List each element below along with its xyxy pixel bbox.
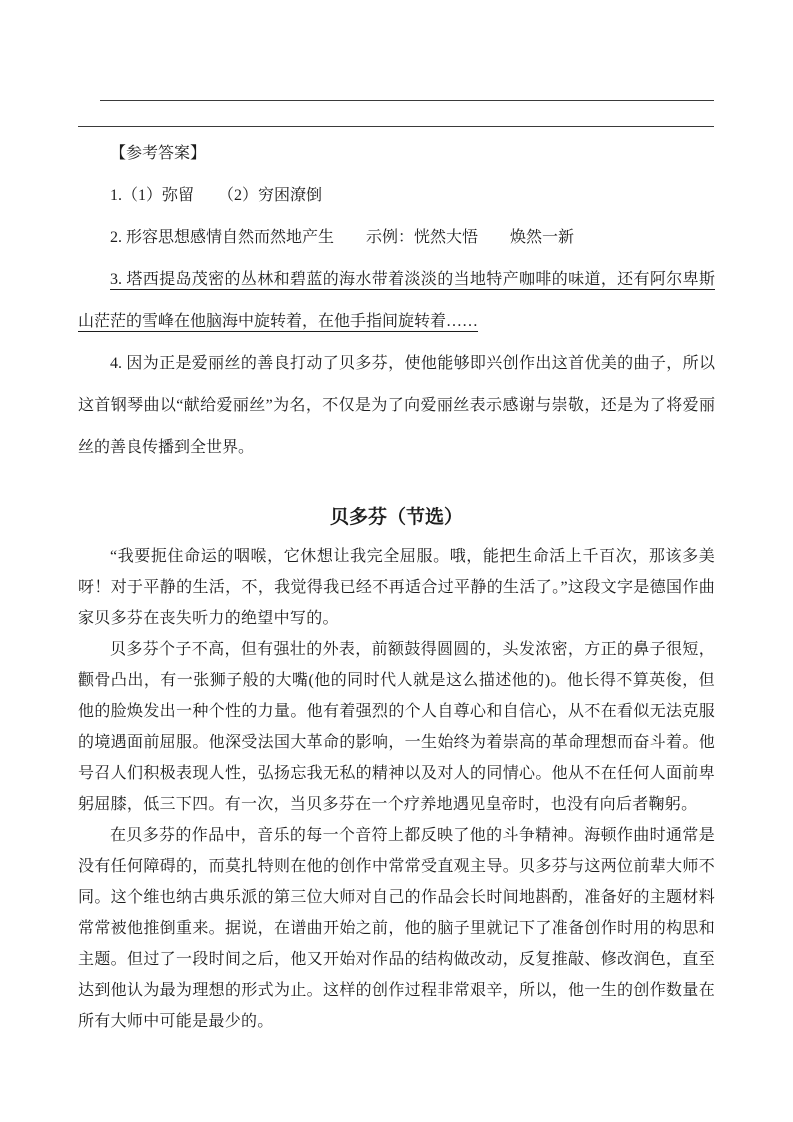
passage-paragraph-1: “我要扼住命运的咽喉，它休想让我完全屈服。哦，能把生命活上千百次，那该多美呀！对于平静的生活，不，我觉得我已经不再适合过平静的生活了。”这段文字是德国作曲家贝多芬在丧失听力的绝望中写的。: [78, 548, 715, 627]
header-rule-bottom: [78, 126, 714, 127]
answers-section: [78, 133, 715, 469]
passage-title: 贝多芬（节选）: [329, 507, 463, 528]
header-rule-top: [100, 100, 714, 101]
passage-paragraph-2: 贝多芬个子不高，但有强壮的外表，前额鼓得圆圆的，头发浓密，方正的鼻子很短，颧骨凸出，有一张狮子般的大嘴(他的同时代人就是这么描述他的)。他长得不算英俊，但他的脸焕发出一种个性的力量。他有着强烈的个人自尊心和自信心，从不在看似无法克服的境遇面前屈服。他深受法国大革命的影响，一生始终为着崇高的革命理想而奋斗着。他号召人们积极表现人性，弘扬忘我无私的精神以及对人的同情心。他从不在任何人面前卑躬屈膝，低三下四。有一次，当贝多芬在一个疗养地遇见皇帝时，也没有向后者鞠躬。: [78, 641, 715, 813]
passage-paragraph-3: 在贝多芬的作品中，音乐的每一个音符上都反映了他的斗争精神。海顿作曲时通常是没有任何障碍的，而莫扎特则在他的创作中常常受直观主导。贝多芬与这两位前辈大师不同。这个维也纳古典乐派的第三位大师对自己的作品会长时间地斟酌，准备好的主题材料常常被他推倒重来。据说，在谱曲开始之前，他的脑子里就记下了准备创作时用的构思和主题。但过了一段时间之后，他又开始对作品的结构做改动，反复推敲、修改润色，直至达到他认为最为理想的形式为止。这样的创作过程非常艰辛，所以，他一生的创作数量在所有大师中可能是最少的。: [78, 827, 715, 1030]
page-content: [0, 133, 793, 1037]
answer-item-3: 3. 塔西提岛茂密的丛林和碧蓝的海水带着淡淡的当地特产咖啡的味道，还有阿尔卑斯山茫茫的雪峰在他脑海中旋转着，在他手指间旋转着……: [78, 271, 715, 330]
answer-item-2: 2. 形容思想感情自然而然地产生 示例：恍然大悟 焕然一新: [110, 229, 575, 246]
passage-section: [78, 503, 715, 1037]
header-divider: [0, 0, 793, 127]
answers-header: 【参考答案】: [110, 145, 207, 162]
answer-item-1: 1.（1）弥留 （2）穷困潦倒: [110, 187, 323, 204]
answer-item-4: 4. 因为正是爱丽丝的善良打动了贝多芬，使他能够即兴创作出这首优美的曲子，所以这首钢琴曲以“献给爱丽丝”为名，不仅是为了向爱丽丝表示感谢与崇敬，还是为了将爱丽丝的善良传播到全世界。: [78, 355, 715, 456]
